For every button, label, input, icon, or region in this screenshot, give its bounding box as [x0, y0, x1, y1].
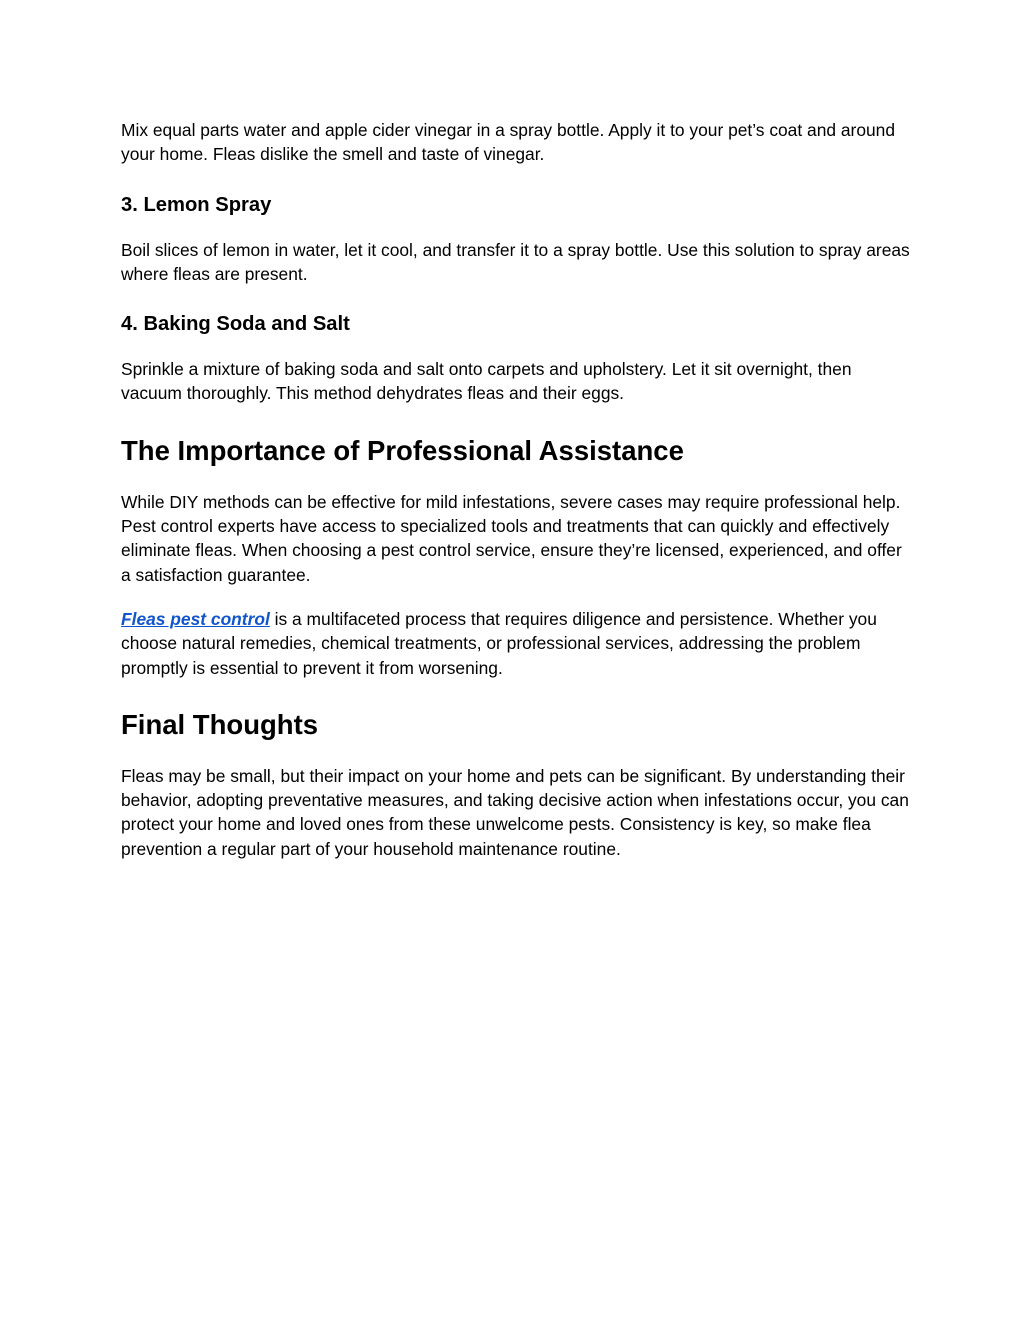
importance-paragraph: While DIY methods can be effective for mild infestations, severe cases may require professional help. Pest control experts have access to specialized tools and treatments that can quickly and effectively eliminate fleas. When choosing a pest control service, ensure they’re licensed, experienced, and offer a satisfaction guarantee.	[121, 491, 902, 585]
document-page	[121, 118, 911, 861]
fleas-pest-control-link[interactable]: Fleas pest control	[121, 608, 270, 629]
intro-paragraph: Mix equal parts water and apple cider vinegar in a spray bottle. Apply it to your pet’s coat and around your home. Fleas dislike the smell and taste of vinegar.	[121, 120, 896, 165]
fleas-pest-control-text: is a multifaceted process that requires diligence and persistence. Whether you choose natural remedies, chemical treatments, or professional services, addressing the problem promptly is essential to prevent it from worsening.	[121, 608, 877, 678]
final-thoughts-paragraph: Fleas may be small, but their impact on your home and pets can be significant. By understanding their behavior, adopting preventative measures, and taking decisive action when infestations occur, you can protect your home and loved ones from these unwelcome pests. Consistency is key, so make flea prevention a regular part of your household maintenance routine.	[121, 765, 909, 859]
lemon-spray-heading: 3. Lemon Spray	[121, 193, 272, 216]
baking-soda-heading: 4. Baking Soda and Salt	[121, 313, 350, 336]
final-thoughts-heading: Final Thoughts	[121, 708, 319, 740]
baking-soda-paragraph: Sprinkle a mixture of baking soda and salt onto carpets and upholstery. Let it sit overnight, then vacuum thoroughly. This method dehydrates fleas and their eggs.	[121, 359, 852, 404]
importance-heading: The Importance of Professional Assistance	[121, 434, 684, 466]
fleas-pest-control-paragraph	[121, 607, 911, 680]
lemon-spray-paragraph: Boil slices of lemon in water, let it cool, and transfer it to a spray bottle. Use this solution to spray areas where fleas are present.	[121, 239, 910, 284]
